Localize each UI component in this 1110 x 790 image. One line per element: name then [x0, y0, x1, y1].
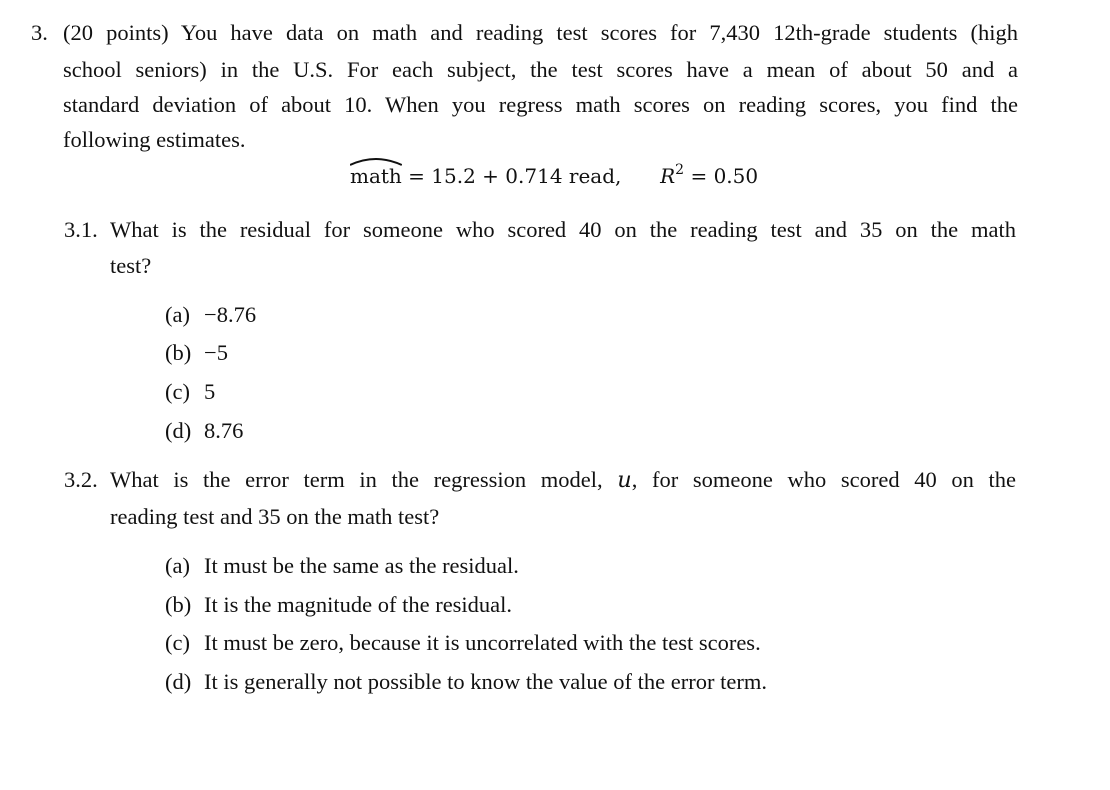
- r-squared-value: = 0.50: [684, 164, 759, 188]
- option-letter: (b): [165, 340, 192, 365]
- equation-lhs: math: [350, 164, 402, 188]
- option-text: 5: [204, 379, 216, 404]
- option-text: −8.76: [204, 302, 257, 327]
- question-2-text-part-a: What is the error term in the regression model,: [110, 467, 603, 492]
- error-term-variable: u: [617, 467, 632, 493]
- regression-equation: [350, 164, 758, 188]
- option-letter: (d): [165, 669, 192, 694]
- question-1-text-line-2: test?: [110, 253, 152, 278]
- option-text: It must be zero, because it is uncorrelated with the test scores.: [204, 630, 761, 655]
- option-text: It is the magnitude of the residual.: [204, 592, 513, 617]
- option-letter: (c): [165, 379, 190, 404]
- problem-text-line-4: following estimates.: [63, 127, 246, 152]
- question-2-text-line-2: reading test and 35 on the math test?: [110, 504, 440, 529]
- problem-text-line-1: (20 points) You have data on math and reading test scores for 7,430 12th-grade students (high: [63, 20, 1018, 45]
- wide-hat-icon: [350, 156, 402, 166]
- option-text: It must be the same as the residual.: [204, 553, 519, 578]
- option-text: −5: [204, 340, 228, 365]
- question-2-number: 3.2.: [64, 467, 98, 492]
- option-letter: (c): [165, 630, 190, 655]
- option-text: It is generally not possible to know the value of the error term.: [204, 669, 767, 694]
- option-letter: (a): [165, 553, 190, 578]
- problem-text-line-3: standard deviation of about 10. When you regress math scores on reading scores, you find the: [63, 92, 1018, 117]
- question-2-text-part-b: , for someone who scored 40 on the: [631, 467, 1016, 492]
- problem-text-line-2: school seniors) in the U.S. For each subject, the test scores have a mean of about 50 and a: [63, 57, 1018, 82]
- option-letter: (b): [165, 592, 192, 617]
- problem-number: 3.: [31, 20, 48, 45]
- option-letter: (a): [165, 302, 190, 327]
- math-hat-term: [350, 164, 402, 188]
- equation-rhs: = 15.2 + 0.714 read,: [401, 164, 622, 188]
- r-squared-label: R: [660, 164, 676, 188]
- question-2-text-line-1: [110, 469, 1016, 492]
- option-letter: (d): [165, 418, 192, 443]
- question-1-text-line-1: What is the residual for someone who scored 40 on the reading test and 35 on the math: [110, 217, 1016, 242]
- r-squared-exponent: 2: [675, 162, 685, 178]
- question-1-number: 3.1.: [64, 217, 98, 242]
- option-text: 8.76: [204, 418, 244, 443]
